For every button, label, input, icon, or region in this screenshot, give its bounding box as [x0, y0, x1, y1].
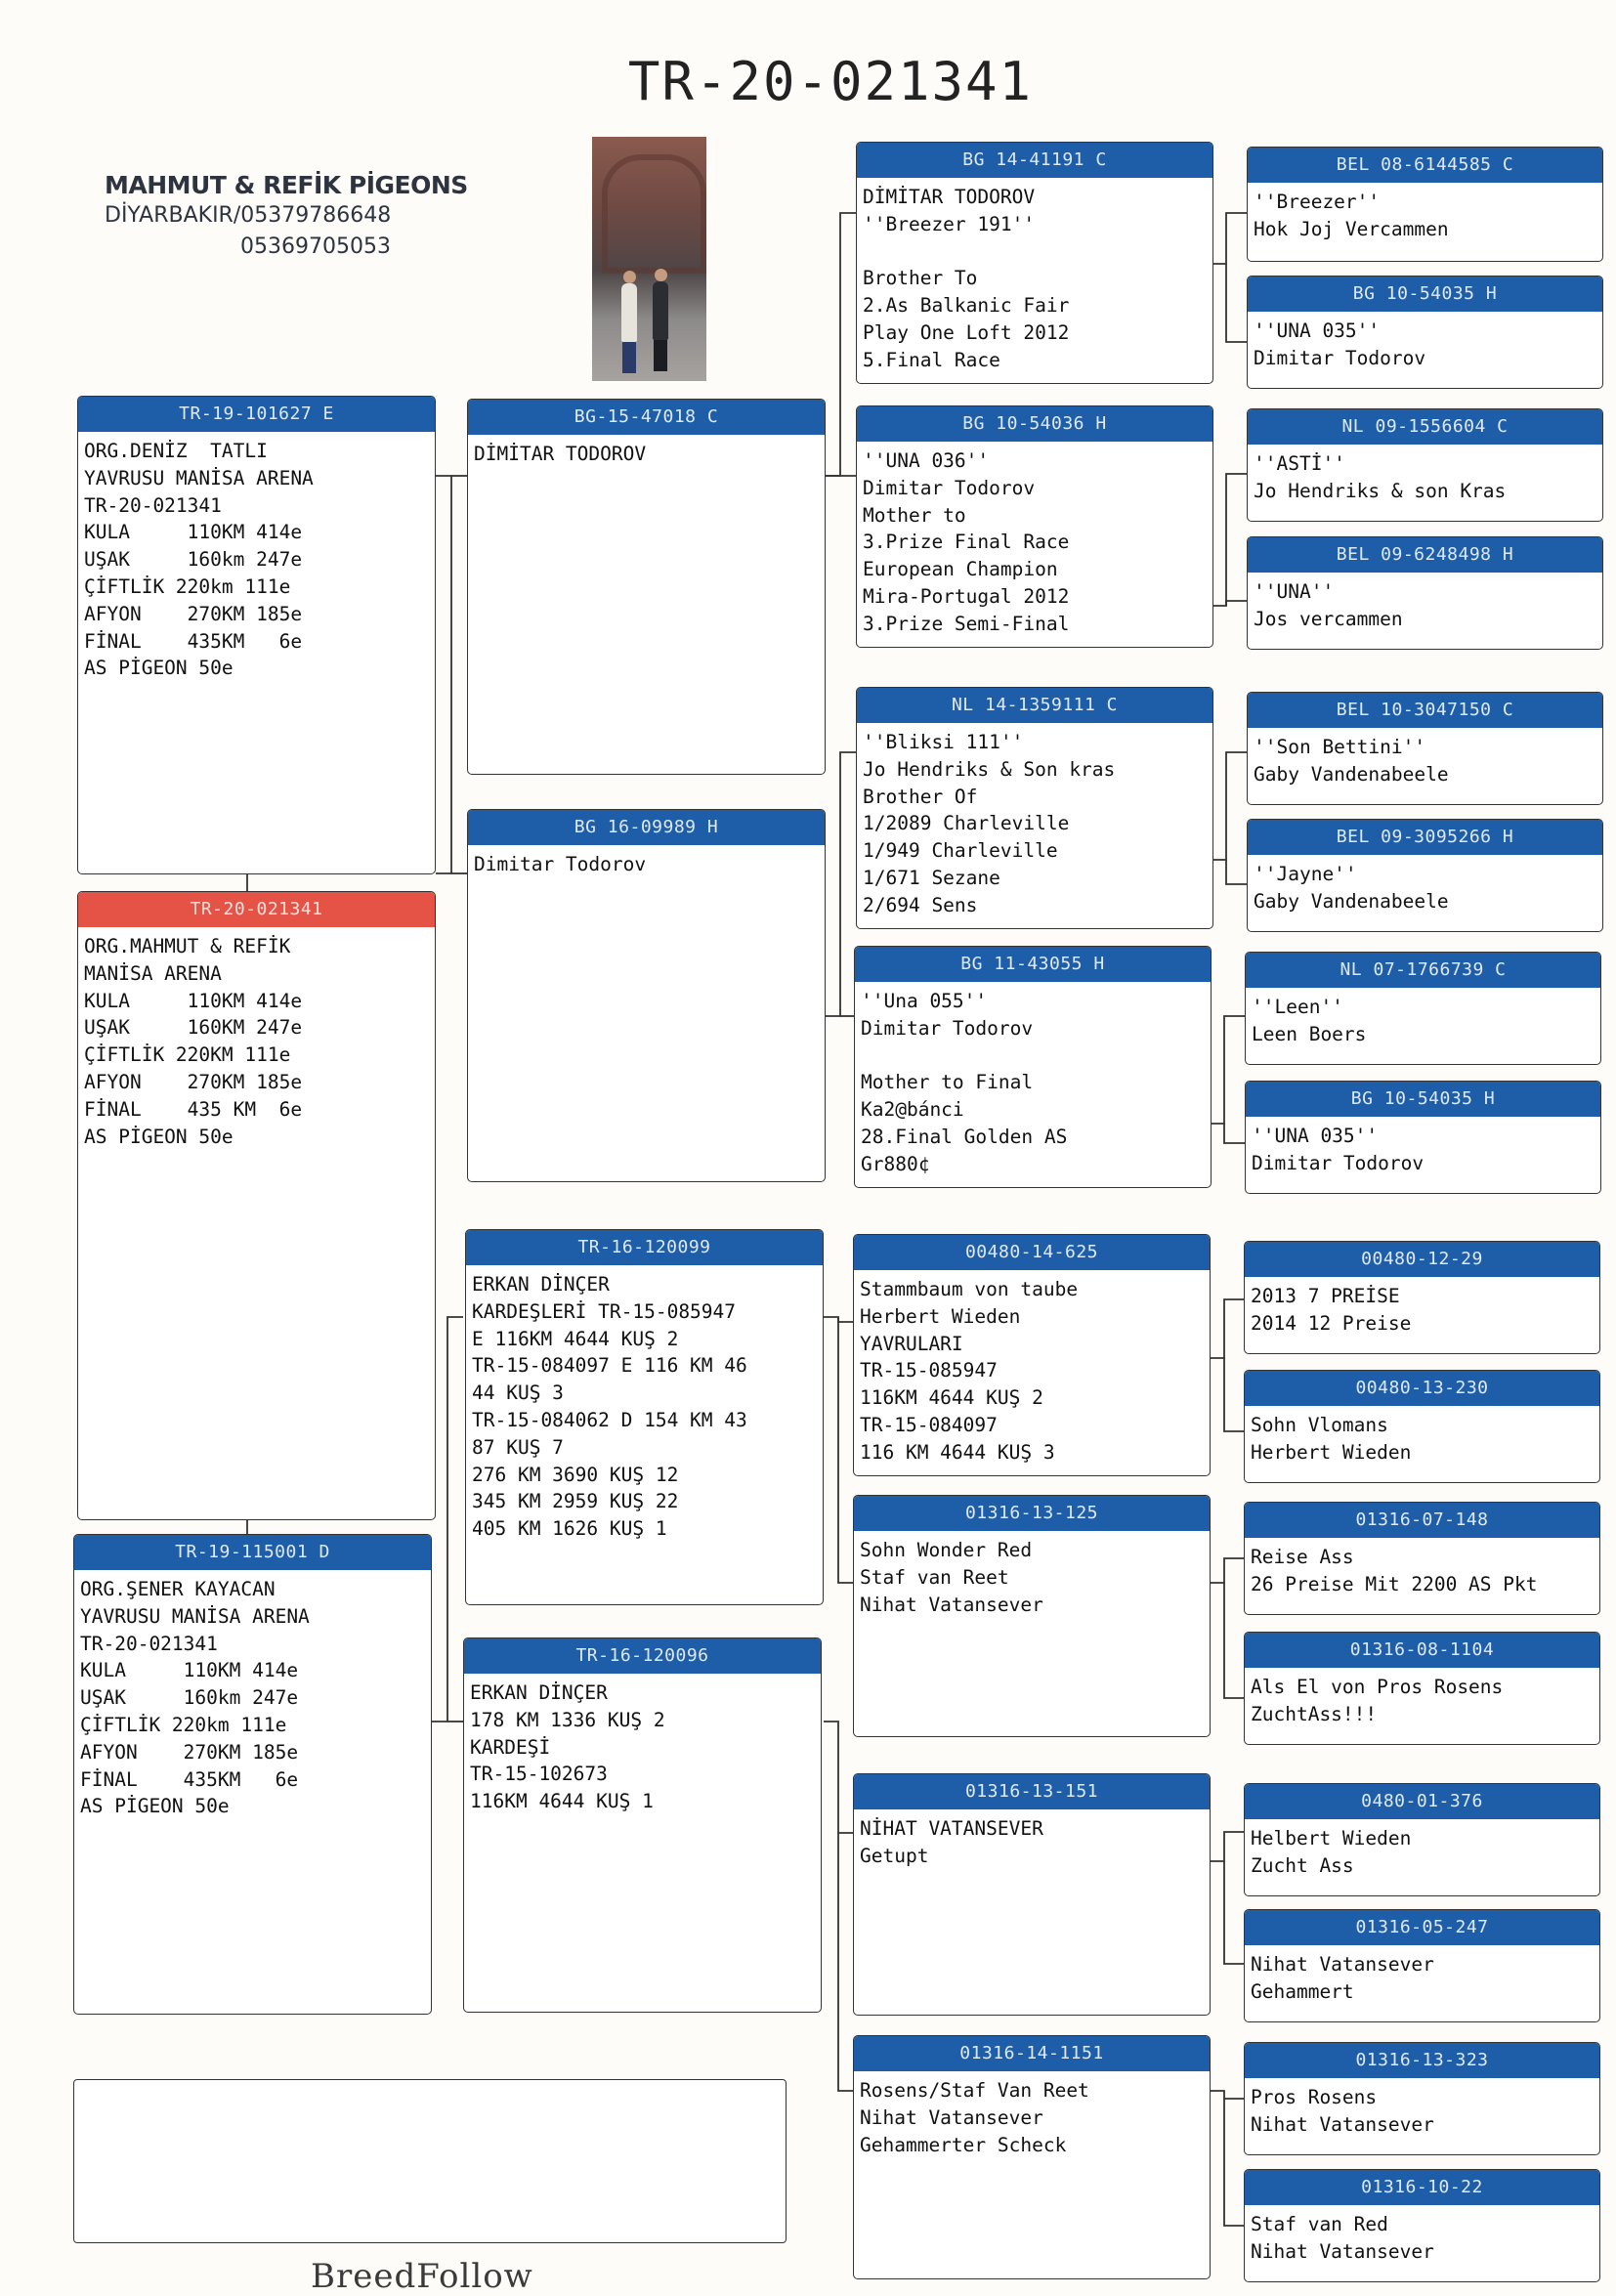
card-details [1246, 988, 1600, 1048]
detail-line: KULA 110KM 414e [80, 1659, 299, 1682]
detail-line: 2/694 Sens [863, 893, 978, 916]
detail-line: Nihat Vatansever [860, 1593, 1043, 1616]
ring-number: 01316-08-1104 [1245, 1633, 1599, 1668]
detail-line: FİNAL 435KM 6e [84, 629, 303, 653]
gen4-card-9[interactable] [1244, 1241, 1600, 1354]
detail-line: Gehammerter Scheck [860, 2133, 1067, 2156]
detail-line: TR-15-084062 D 154 KM 43 [472, 1408, 747, 1431]
ring-number: 01316-13-151 [854, 1774, 1210, 1809]
ring-number: BG 16-09989 H [468, 810, 825, 845]
card-details [854, 2071, 1210, 2158]
detail-line: MANİSA ARENA [84, 961, 222, 985]
ring-number: BEL 10-3047150 C [1248, 693, 1602, 728]
ring-number: 00480-13-230 [1245, 1371, 1599, 1406]
detail-line: Jo Hendriks & Son kras [863, 757, 1116, 781]
detail-line: Dimitar Todorov [861, 1016, 1034, 1040]
card-details [857, 723, 1212, 919]
detail-line: European Champion [863, 558, 1058, 581]
detail-line: Mother to [863, 503, 966, 527]
ring-number: BEL 09-3095266 H [1248, 820, 1602, 855]
ring-number: BEL 08-6144585 C [1248, 148, 1602, 183]
detail-line: ''UNA 035'' [1252, 1125, 1379, 1147]
gen4-card-1[interactable] [1247, 147, 1603, 262]
detail-line: TR-15-084097 E 116 KM 46 [472, 1354, 747, 1378]
detail-line: ''ASTİ'' [1254, 452, 1345, 475]
detail-line: ''Una 055'' [861, 990, 988, 1012]
gen3-card-sds[interactable] [856, 687, 1213, 929]
ring-number: NL 07-1766739 C [1246, 953, 1600, 988]
detail-line: ÇİFTLİK 220km 111e [84, 574, 291, 598]
detail-line: Pros Rosens [1251, 2086, 1378, 2108]
detail-line: UŞAK 160km 247e [84, 548, 303, 572]
detail-line: Jo Hendriks & son Kras [1254, 479, 1507, 502]
sire-sire-card[interactable] [467, 399, 826, 775]
gen4-card-6[interactable] [1247, 819, 1603, 932]
detail-line: ZuchtAss!!! [1251, 1702, 1378, 1725]
detail-line: ORG.ŞENER KAYACAN [80, 1578, 276, 1600]
detail-line [861, 1042, 1205, 1070]
detail-line: 116KM 4644 KUŞ 1 [470, 1790, 654, 1813]
detail-line: Sohn Vlomans [1251, 1414, 1388, 1436]
detail-line: KULA 110KM 414e [84, 521, 303, 544]
ring-number: 01316-10-22 [1245, 2170, 1599, 2205]
detail-line: Nihat Vatansever [860, 2105, 1043, 2129]
gen4-card-14[interactable] [1244, 1909, 1600, 2022]
gen4-card-4[interactable] [1247, 536, 1603, 650]
ring-number: TR-20-021341 [78, 892, 435, 927]
detail-line: Sohn Wonder Red [860, 1539, 1033, 1561]
ring-number: BG 10-54035 H [1246, 1082, 1600, 1117]
detail-line: Mother to Final [861, 1071, 1034, 1094]
detail-line: AS PİGEON 50e [84, 657, 234, 680]
card-details [1245, 1945, 1599, 2006]
detail-line: Play One Loft 2012 [863, 320, 1070, 344]
detail-line: 1/671 Sezane [863, 866, 1000, 889]
card-details [1245, 1406, 1599, 1467]
detail-line: Gaby Vandenabeele [1254, 889, 1449, 913]
ring-number: TR-19-115001 D [74, 1535, 431, 1570]
ring-number: 00480-12-29 [1245, 1242, 1599, 1277]
detail-line: Leen Boers [1252, 1022, 1367, 1045]
detail-line: 1/949 Charleville [863, 839, 1058, 863]
detail-line: Zucht Ass [1251, 1853, 1354, 1877]
detail-line: 405 KM 1626 KUŞ 1 [472, 1517, 667, 1541]
ring-number: 01316-14-1151 [854, 2036, 1210, 2071]
ring-number: 00480-14-625 [854, 1235, 1210, 1270]
gen4-card-11[interactable] [1244, 1502, 1600, 1615]
breedfollow-watermark: BreedFollow [311, 2257, 533, 2296]
detail-line: 5.Final Race [863, 348, 1000, 371]
detail-line: Mira-Portugal 2012 [863, 584, 1070, 608]
detail-line: 87 KUŞ 7 [472, 1435, 564, 1459]
card-details [854, 1809, 1210, 1870]
gen4-card-5[interactable] [1247, 692, 1603, 805]
card-details [1248, 855, 1602, 915]
detail-line: AFYON 270KM 185e [80, 1740, 299, 1764]
detail-line: Staf van Red [1251, 2213, 1388, 2235]
sire-dam-card[interactable] [467, 809, 826, 1182]
detail-line: Jos vercammen [1254, 607, 1403, 630]
detail-line: 1/2089 Charleville [863, 812, 1070, 835]
detail-line: ERKAN DİNÇER [470, 1681, 608, 1704]
ring-number: 01316-05-247 [1245, 1910, 1599, 1945]
detail-line: Nihat Vatansever [1251, 1953, 1434, 1976]
detail-line: Dimitar Todorov [1252, 1151, 1425, 1174]
card-details [1245, 1819, 1599, 1880]
ring-number: TR-16-120096 [464, 1638, 821, 1674]
dam-dam-card[interactable] [463, 1637, 822, 2013]
detail-line: ''Son Bettini'' [1254, 736, 1426, 758]
detail-line: 2014 12 Preise [1251, 1311, 1412, 1335]
gen3-card-dsd[interactable] [853, 1495, 1211, 1737]
detail-line: ''UNA 035'' [1254, 319, 1381, 342]
detail-line: 3.Prize Final Race [863, 531, 1070, 554]
gen4-card-16[interactable] [1244, 2169, 1600, 2282]
card-details [1245, 1538, 1599, 1598]
subject-card[interactable] [77, 891, 436, 1520]
ring-number: 01316-07-148 [1245, 1503, 1599, 1538]
detail-line: Gr880¢ [861, 1152, 930, 1175]
detail-line: Als El von Pros Rosens [1251, 1676, 1504, 1698]
card-details [855, 982, 1211, 1178]
detail-line: 178 KM 1336 KUŞ 2 [470, 1708, 665, 1731]
gen4-card-2[interactable] [1247, 276, 1603, 389]
gen3-card-ddd[interactable] [853, 2035, 1211, 2279]
card-details [1248, 183, 1602, 243]
detail-line: KARDEŞLERİ TR-15-085947 [472, 1299, 737, 1323]
gen4-card-10[interactable] [1244, 1370, 1600, 1483]
gen3-card-sdd[interactable] [854, 946, 1212, 1188]
detail-line: YAVRULARI [860, 1332, 963, 1355]
detail-line: Stammbaum von taube [860, 1278, 1079, 1300]
ring-number: TR-16-120099 [466, 1230, 823, 1265]
ring-number: NL 14-1359111 C [857, 688, 1212, 723]
detail-line: TR-15-085947 [860, 1359, 998, 1382]
detail-line: TR-20-021341 [80, 1632, 218, 1655]
gen4-card-12[interactable] [1244, 1632, 1600, 1745]
owner-phone-secondary: 05369705053 [240, 234, 391, 259]
gen3-card-ssd[interactable] [856, 405, 1213, 648]
card-details [857, 442, 1212, 638]
gen4-card-7[interactable] [1245, 952, 1601, 1065]
card-details [1248, 573, 1602, 633]
detail-line: 44 KUŞ 3 [472, 1382, 564, 1405]
detail-line: 116KM 4644 KUŞ 2 [860, 1386, 1043, 1410]
card-details [1248, 728, 1602, 788]
ring-number: BG-15-47018 C [468, 400, 825, 435]
detail-line: Nihat Vatansever [1251, 2239, 1434, 2263]
detail-line: Getupt [860, 1844, 929, 1867]
detail-line: 2.As Balkanic Fair [863, 294, 1070, 318]
detail-line: ''Jayne'' [1254, 863, 1357, 885]
detail-line: YAVRUSU MANİSA ARENA [84, 466, 314, 489]
detail-line: UŞAK 160KM 247e [84, 1016, 303, 1040]
ring-number: 01316-13-125 [854, 1496, 1210, 1531]
detail-line [863, 238, 1207, 266]
detail-line: UŞAK 160km 247e [80, 1686, 299, 1710]
detail-line: Nihat Vatansever [1251, 2112, 1434, 2136]
dam-card[interactable] [73, 1534, 432, 2015]
gen3-card-dds[interactable] [853, 1773, 1211, 2016]
card-details [468, 435, 825, 468]
detail-line: Gaby Vandenabeele [1254, 762, 1449, 786]
detail-line: AS PİGEON 50e [84, 1125, 234, 1148]
detail-line: ''Bliksi 111'' [863, 731, 1024, 753]
detail-line: 3.Prize Semi-Final [863, 612, 1070, 635]
ring-number: NL 09-1556604 C [1248, 409, 1602, 445]
detail-line: Staf van Reet [860, 1565, 1009, 1589]
detail-line: YAVRUSU MANİSA ARENA [80, 1604, 310, 1628]
detail-line: KARDEŞİ [470, 1735, 551, 1759]
dam-sire-card[interactable] [465, 1229, 824, 1605]
gen4-card-8[interactable] [1245, 1081, 1601, 1194]
detail-line: FİNAL 435KM 6e [80, 1767, 299, 1791]
card-details [1245, 1277, 1599, 1338]
card-details [854, 1531, 1210, 1618]
detail-line: DİMİTAR TODOROV [863, 186, 1036, 208]
sire-card[interactable] [77, 396, 436, 874]
detail-line: Dimitar Todorov [863, 476, 1036, 499]
card-details [1245, 2205, 1599, 2266]
detail-line: AS PİGEON 50e [80, 1795, 230, 1818]
detail-line: ORG.MAHMUT & REFİK [84, 935, 291, 957]
owner-name: MAHMUT & REFİK PİGEONS [105, 171, 468, 199]
detail-line: Rosens/Staf Van Reet [860, 2079, 1089, 2102]
detail-line: Herbert Wieden [860, 1304, 1021, 1328]
card-details [78, 432, 435, 682]
owner-phone-primary: DİYARBAKIR/05379786648 [105, 203, 392, 228]
detail-line: 276 KM 3690 KUŞ 12 [472, 1463, 679, 1486]
detail-line: ORG.DENİZ TATLI [84, 440, 268, 462]
ring-number: BG 14-41191 C [857, 143, 1212, 178]
detail-line: E 116KM 4644 KUŞ 2 [472, 1327, 679, 1350]
detail-line: Brother To [863, 267, 978, 290]
detail-line: AFYON 270KM 185e [84, 602, 303, 625]
detail-line: Dimitar Todorov [1254, 346, 1426, 369]
detail-line: 26 Preise Mit 2200 AS Pkt [1251, 1572, 1538, 1595]
detail-line: 116 KM 4644 KUŞ 3 [860, 1440, 1055, 1464]
ring-number: 01316-13-323 [1245, 2043, 1599, 2078]
detail-line: Gehammert [1251, 1979, 1354, 2003]
card-details [78, 927, 435, 1150]
ring-number: BG 11-43055 H [855, 947, 1211, 982]
card-details [1248, 445, 1602, 505]
detail-line: DİMİTAR TODOROV [474, 443, 647, 465]
detail-line: Helbert Wieden [1251, 1827, 1412, 1850]
detail-line: Ka2@bánci [861, 1098, 964, 1122]
card-details [857, 178, 1212, 374]
card-details [464, 1674, 821, 1815]
detail-line: ''Breezer'' [1254, 191, 1381, 213]
detail-line: ''UNA'' [1254, 580, 1335, 603]
card-details [1248, 312, 1602, 372]
ring-number: BG 10-54035 H [1248, 276, 1602, 312]
detail-line: ''Breezer 191'' [863, 212, 1036, 235]
card-details [1246, 1117, 1600, 1177]
card-details [1245, 1668, 1599, 1728]
detail-line: FİNAL 435 KM 6e [84, 1097, 303, 1121]
detail-line: ''Leen'' [1252, 996, 1343, 1018]
gen4-card-13[interactable] [1244, 1783, 1600, 1896]
detail-line: Hok Joj Vercammen [1254, 217, 1449, 240]
card-details [74, 1570, 431, 1820]
ring-number: BEL 09-6248498 H [1248, 537, 1602, 573]
detail-line: Brother Of [863, 785, 978, 808]
card-details [468, 845, 825, 878]
detail-line: ''UNA 036'' [863, 449, 990, 472]
detail-line: ERKAN DİNÇER [472, 1273, 610, 1296]
detail-line: Reise Ass [1251, 1546, 1354, 1568]
card-details [854, 1270, 1210, 1467]
detail-line: NİHAT VATANSEVER [860, 1817, 1043, 1840]
ring-number: BG 10-54036 H [857, 406, 1212, 442]
detail-line: Dimitar Todorov [474, 853, 647, 875]
gen3-card-sss[interactable] [856, 142, 1213, 384]
detail-line: 28.Final Golden AS [861, 1125, 1068, 1148]
ring-number: TR-19-101627 E [78, 397, 435, 432]
gen3-card-dss[interactable] [853, 1234, 1211, 1476]
detail-line: KULA 110KM 414e [84, 989, 303, 1012]
detail-line: ÇİFTLİK 220KM 111e [84, 1043, 291, 1067]
page-title: TR-20-021341 [627, 51, 1034, 112]
detail-line: TR-15-084097 [860, 1413, 998, 1436]
gen4-card-15[interactable] [1244, 2042, 1600, 2155]
detail-line: TR-20-021341 [84, 493, 222, 517]
card-details [1245, 2078, 1599, 2139]
notes-box [73, 2079, 787, 2243]
detail-line: 345 KM 2959 KUŞ 22 [472, 1490, 679, 1513]
detail-line: AFYON 270KM 185e [84, 1070, 303, 1093]
gen4-card-3[interactable] [1247, 408, 1603, 522]
detail-line: Herbert Wieden [1251, 1440, 1412, 1464]
detail-line: ÇİFTLİK 220km 111e [80, 1713, 287, 1736]
ring-number: 0480-01-376 [1245, 1784, 1599, 1819]
detail-line: TR-15-102673 [470, 1763, 608, 1786]
card-details [466, 1265, 823, 1543]
detail-line: 2013 7 PREİSE [1251, 1285, 1400, 1307]
